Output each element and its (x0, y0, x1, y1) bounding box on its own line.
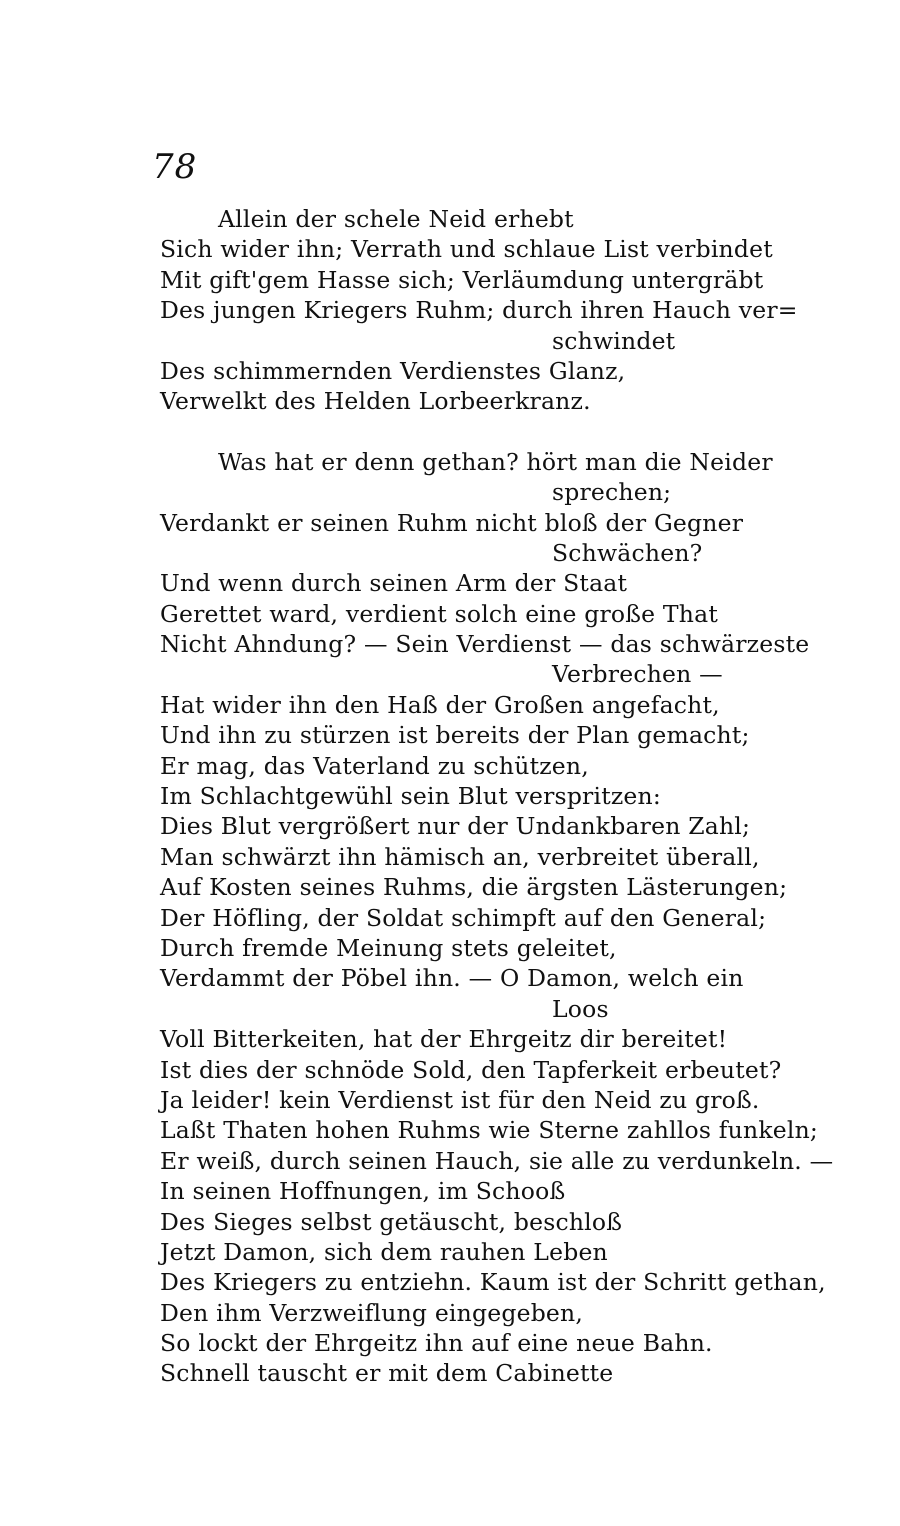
verse-line: Dies Blut vergrößert nur der Undankbaren Zahl; (160, 812, 751, 841)
verse-line-turnover: schwindet (552, 326, 676, 355)
verse-line: Laßt Thaten hohen Ruhms wie Sterne zahllos funkeln; (160, 1116, 819, 1145)
verse-line-turnover: Schwächen? (552, 538, 703, 567)
stanza-1 (160, 204, 820, 417)
verse-line: Man schwärzt ihn hämisch an, verbreitet überall, (160, 842, 760, 871)
verse-line: Ist dies der schnöde Sold, den Tapferkeit erbeutet? (160, 1055, 782, 1084)
verse-line: Jetzt Damon, sich dem rauhen Leben (160, 1237, 608, 1266)
verse-line: Des schimmernden Verdienstes Glanz, (160, 356, 626, 385)
verse-line-turnover: Verbrechen — (552, 660, 723, 689)
verse-line: Verdammt der Pöbel ihn. — O Damon, welch ein (160, 964, 744, 993)
verse-line: Auf Kosten seines Ruhms, die ärgsten Lästerungen; (160, 873, 788, 902)
verse-line: Der Höfling, der Soldat schimpft auf den General; (160, 903, 767, 932)
verse-line: Voll Bitterkeiten, hat der Ehrgeitz dir bereitet! (160, 1025, 728, 1054)
verse-line: Ja leider! kein Verdienst ist für den Neid zu groß. (160, 1085, 760, 1114)
verse-line: Und wenn durch seinen Arm der Staat (160, 569, 628, 598)
verse-line: Was hat er denn gethan? hört man die Neider (218, 447, 773, 476)
verse-line: Mit gift'gem Hasse sich; Verläumdung untergräbt (160, 265, 764, 294)
verse-line: Im Schlachtgewühl sein Blut verspritzen: (160, 782, 661, 811)
verse-line: Er mag, das Vaterland zu schützen, (160, 751, 589, 780)
verse-line: Und ihn zu stürzen ist bereits der Plan gemacht; (160, 721, 750, 750)
stanza-gap (160, 417, 820, 447)
verse-line: Verdankt er seinen Ruhm nicht bloß der Gegner (160, 508, 744, 537)
verse-line-turnover: sprechen; (552, 478, 672, 507)
verse-line: Durch fremde Meinung stets geleitet, (160, 933, 617, 962)
verse-line: Den ihm Verzweiflung eingegeben, (160, 1298, 584, 1327)
verse-line: In seinen Hoffnungen, im Schooß (160, 1177, 566, 1206)
verse-line: Verwelkt des Helden Lorbeerkranz. (160, 387, 591, 416)
verse-line: Des jungen Kriegers Ruhm; durch ihren Hauch ver= (160, 296, 798, 325)
page-number: 78 (152, 147, 198, 187)
verse-line: Sich wider ihn; Verrath und schlaue List verbindet (160, 235, 773, 264)
poem-text (160, 204, 834, 1389)
verse-line: Er weiß, durch seinen Hauch, sie alle zu verdunkeln. — (160, 1146, 834, 1175)
verse-line: Hat wider ihn den Haß der Großen angefacht, (160, 690, 720, 719)
verse-line-turnover: Loos (552, 994, 609, 1023)
verse-line: So lockt der Ehrgeitz ihn auf eine neue Bahn. (160, 1329, 713, 1358)
verse-line: Gerettet ward, verdient solch eine große That (160, 599, 718, 628)
verse-line: Des Sieges selbst getäuscht, beschloß (160, 1207, 623, 1236)
verse-line: Allein der schele Neid erhebt (218, 205, 574, 233)
stanza-2 (160, 447, 834, 1389)
verse-line: Schnell tauscht er mit dem Cabinette (160, 1359, 614, 1388)
verse-line: Nicht Ahndung? — Sein Verdienst — das schwärzeste (160, 630, 810, 659)
verse-line: Des Kriegers zu entziehn. Kaum ist der Schritt gethan, (160, 1268, 826, 1297)
